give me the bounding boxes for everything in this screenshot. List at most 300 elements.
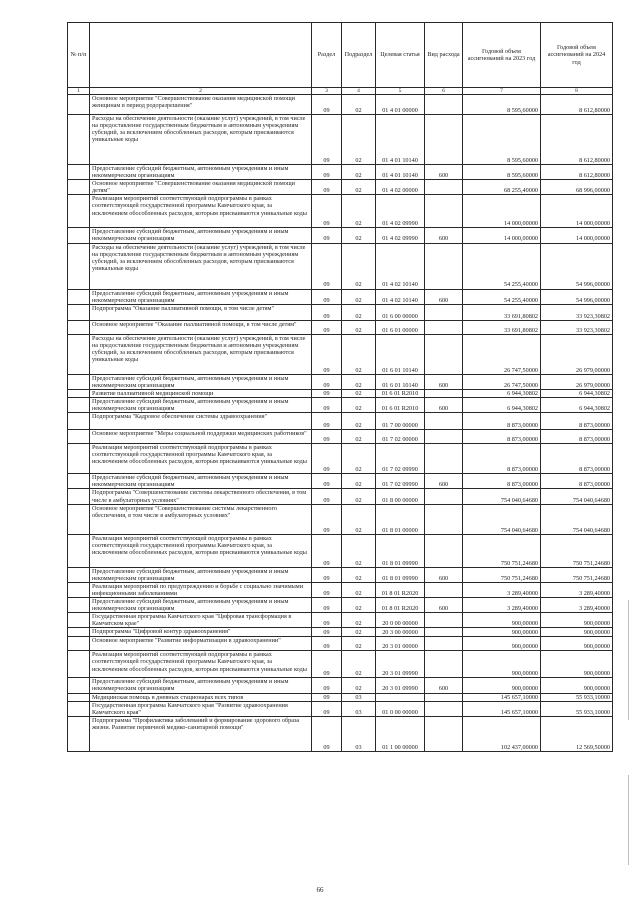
cell-v2023: 900,00000 (463, 613, 541, 628)
cell-num (68, 474, 90, 489)
table-body (68, 95, 613, 752)
cell-num (68, 430, 90, 444)
cell-v2024: 14 000,00000 (541, 228, 613, 243)
cell-v2023: 8 595,60000 (463, 165, 541, 180)
cell-v2024: 3 289,40000 (541, 582, 613, 597)
cell-name: Предоставление субсидий бюджетным, автономным учреждениям и иным некоммерческим организациям (90, 374, 312, 389)
cell-target: 01 6 01 00000 (376, 320, 425, 334)
cell-num (68, 95, 90, 115)
cell-v2024: 750 751,24680 (541, 534, 613, 567)
cell-sec: 09 (312, 115, 342, 165)
cell-sec: 09 (312, 389, 342, 397)
cell-sec: 09 (312, 195, 342, 228)
cell-vr (425, 628, 463, 637)
cell-sub: 02 (342, 165, 376, 180)
table-row (68, 243, 613, 289)
cell-name: Расходы на обеспечение деятельности (оказание услуг) учреждений, в том числе на предоставление государственным бюджетным и автономным учреждениям субсидий, за исключением обособленных расходов, которым присваиваются уникальные коды (90, 243, 312, 289)
cell-sub: 03 (342, 693, 376, 701)
cell-num (68, 320, 90, 334)
cell-sub: 02 (342, 613, 376, 628)
table-row (68, 613, 613, 628)
cell-v2024: 900,00000 (541, 637, 613, 651)
cell-vr: 600 (425, 165, 463, 180)
cell-name: Реализация мероприятий соответствующей подпрограммы в рамках соответствующей государственной программы Камчатского края, за исключением обособленных расходов, которым присваиваются уникальные коды (90, 534, 312, 567)
table-row (68, 195, 613, 228)
cell-sec: 09 (312, 165, 342, 180)
table-row (68, 228, 613, 243)
cell-v2023: 33 691,80802 (463, 304, 541, 320)
cell-v2024: 6 944,30802 (541, 398, 613, 413)
cell-sub: 02 (342, 243, 376, 289)
cell-v2023: 145 657,10000 (463, 701, 541, 716)
cell-v2024: 55 933,10000 (541, 701, 613, 716)
cell-v2024: 900,00000 (541, 651, 613, 678)
cell-num (68, 243, 90, 289)
cell-v2024: 750 751,24680 (541, 567, 613, 582)
page-number: 66 (316, 886, 324, 894)
cell-target: 01 1 00 00000 (376, 716, 425, 751)
cell-num (68, 567, 90, 582)
cell-v2023: 8 873,00000 (463, 430, 541, 444)
cell-v2024: 26 979,00000 (541, 334, 613, 374)
cell-sec: 09 (312, 289, 342, 304)
cell-name: Медицинская помощь в дневных стационарах всех типов (90, 693, 312, 701)
table-row (68, 716, 613, 751)
cell-vr: 600 (425, 567, 463, 582)
cell-target: 01 8 00 00000 (376, 489, 425, 504)
header-subsection: Подраздел (342, 23, 376, 88)
cell-target: 20 3 01 09990 (376, 678, 425, 693)
column-number-row (68, 88, 613, 95)
cell-sub: 02 (342, 289, 376, 304)
cell-sub: 02 (342, 374, 376, 389)
column-number: 2 (90, 88, 312, 95)
cell-num (68, 398, 90, 413)
cell-name: Предоставление субсидий бюджетным, автономным учреждениям и иным некоммерческим организациям (90, 474, 312, 489)
cell-sec: 09 (312, 95, 342, 115)
cell-sec: 09 (312, 413, 342, 430)
cell-target: 01 4 01 00000 (376, 95, 425, 115)
cell-sub: 02 (342, 389, 376, 397)
cell-num (68, 701, 90, 716)
cell-target: 01 8 01 09990 (376, 534, 425, 567)
cell-v2023: 102 437,00000 (463, 716, 541, 751)
cell-num (68, 413, 90, 430)
cell-target: 20 0 00 00000 (376, 613, 425, 628)
cell-sec: 09 (312, 567, 342, 582)
cell-name: Государственная программа Камчатского края "Цифровая трансформация в Камчатском крае" (90, 613, 312, 628)
cell-sec: 09 (312, 628, 342, 637)
cell-target: 01 4 02 10140 (376, 243, 425, 289)
cell-v2024: 68 996,00000 (541, 180, 613, 195)
cell-v2024: 900,00000 (541, 678, 613, 693)
table-row (68, 430, 613, 444)
cell-vr (425, 504, 463, 534)
cell-v2023: 754 040,64680 (463, 489, 541, 504)
cell-v2024: 8 873,00000 (541, 413, 613, 430)
table-row (68, 567, 613, 582)
cell-v2023: 8 873,00000 (463, 413, 541, 430)
cell-v2023: 26 747,50000 (463, 334, 541, 374)
scan-edge-mark (628, 600, 629, 720)
cell-sub: 02 (342, 597, 376, 612)
table-row (68, 637, 613, 651)
cell-sub: 03 (342, 701, 376, 716)
cell-vr (425, 693, 463, 701)
cell-vr (425, 613, 463, 628)
cell-target: 01 7 02 09990 (376, 444, 425, 474)
cell-v2023: 754 040,64680 (463, 504, 541, 534)
cell-vr (425, 444, 463, 474)
cell-v2024: 33 923,30802 (541, 320, 613, 334)
table-row (68, 374, 613, 389)
table-row (68, 504, 613, 534)
cell-name: Подпрограмма "Цифровой контур здравоохранения" (90, 628, 312, 637)
cell-sub: 02 (342, 430, 376, 444)
cell-vr (425, 716, 463, 751)
table-row (68, 651, 613, 678)
cell-v2024: 8 612,80000 (541, 165, 613, 180)
table-row (68, 489, 613, 504)
cell-sub: 03 (342, 716, 376, 751)
cell-sec: 09 (312, 693, 342, 701)
cell-v2023: 145 657,10000 (463, 693, 541, 701)
cell-v2023: 750 751,24680 (463, 567, 541, 582)
table-row (68, 165, 613, 180)
cell-target: 01 6 01 10140 (376, 334, 425, 374)
cell-sec: 09 (312, 597, 342, 612)
cell-name: Основное мероприятие "Совершенствование оказания медицинской помощи женщинам в период родоразрешения" (90, 95, 312, 115)
cell-sec: 09 (312, 374, 342, 389)
cell-target: 01 4 02 09990 (376, 228, 425, 243)
cell-vr (425, 637, 463, 651)
cell-vr (425, 320, 463, 334)
cell-target: 01 8 01 R2020 (376, 597, 425, 612)
table-row (68, 678, 613, 693)
cell-num (68, 613, 90, 628)
cell-sub: 02 (342, 582, 376, 597)
cell-vr (425, 180, 463, 195)
cell-num (68, 504, 90, 534)
cell-target: 20 3 01 00000 (376, 637, 425, 651)
cell-name: Подпрограмма "Совершенствование системы лекарственного обеспечения, в том числе в амбулаторных условиях" (90, 489, 312, 504)
cell-vr: 600 (425, 398, 463, 413)
cell-v2024: 900,00000 (541, 613, 613, 628)
cell-sec: 09 (312, 534, 342, 567)
cell-v2024: 8 873,00000 (541, 430, 613, 444)
cell-num (68, 534, 90, 567)
cell-sec: 09 (312, 582, 342, 597)
table-row (68, 582, 613, 597)
cell-sec: 09 (312, 613, 342, 628)
column-number: 8 (541, 88, 613, 95)
cell-v2024: 754 040,64680 (541, 489, 613, 504)
table-row (68, 693, 613, 701)
cell-num (68, 637, 90, 651)
cell-target: 01 6 01 R2010 (376, 389, 425, 397)
table-row (68, 115, 613, 165)
cell-vr (425, 95, 463, 115)
cell-v2023: 54 255,40000 (463, 289, 541, 304)
cell-vr: 600 (425, 374, 463, 389)
cell-vr (425, 243, 463, 289)
cell-sub: 02 (342, 334, 376, 374)
cell-target: 01 8 01 R2020 (376, 582, 425, 597)
table-row (68, 701, 613, 716)
cell-sec: 09 (312, 320, 342, 334)
cell-vr (425, 115, 463, 165)
header-row (68, 23, 613, 88)
cell-num (68, 115, 90, 165)
cell-num (68, 489, 90, 504)
cell-num (68, 304, 90, 320)
cell-v2023: 750 751,24680 (463, 534, 541, 567)
cell-name: Основное мероприятие "Развитие информатизации в здравоохранении" (90, 637, 312, 651)
cell-sub: 02 (342, 628, 376, 637)
cell-vr (425, 534, 463, 567)
table-row (68, 413, 613, 430)
cell-target: 01 8 01 00000 (376, 504, 425, 534)
cell-sub: 02 (342, 489, 376, 504)
cell-name: Государственная программа Камчатского края "Развитие здравоохранения Камчатского края" (90, 701, 312, 716)
cell-name: Расходы на обеспечение деятельности (оказание услуг) учреждений, в том числе на предоставление государственным бюджетным и автономным учреждениям субсидий, за исключением обособленных расходов, которым присваиваются уникальные коды (90, 334, 312, 374)
cell-vr (425, 489, 463, 504)
cell-vr: 600 (425, 597, 463, 612)
cell-target: 01 7 02 00000 (376, 430, 425, 444)
cell-target: 01 4 02 09990 (376, 195, 425, 228)
table-row (68, 334, 613, 374)
cell-vr: 600 (425, 228, 463, 243)
cell-name: Предоставление субсидий бюджетным, автономным учреждениям и иным некоммерческим организациям (90, 289, 312, 304)
cell-target: 01 4 01 10140 (376, 115, 425, 165)
cell-vr (425, 701, 463, 716)
cell-name: Предоставление субсидий бюджетным, автономным учреждениям и иным некоммерческим организациям (90, 398, 312, 413)
cell-v2024: 754 040,64680 (541, 504, 613, 534)
column-number: 6 (425, 88, 463, 95)
table-row (68, 180, 613, 195)
header-num: № п/п (68, 23, 90, 88)
cell-vr (425, 582, 463, 597)
cell-name: Предоставление субсидий бюджетным, автономным учреждениям и иным некоммерческим организациям (90, 567, 312, 582)
cell-name: Предоставление субсидий бюджетным, автономным учреждениям и иным некоммерческим организациям (90, 597, 312, 612)
cell-v2024: 55 933,10000 (541, 693, 613, 701)
cell-sub: 02 (342, 180, 376, 195)
cell-v2024: 900,00000 (541, 628, 613, 637)
cell-v2024: 12 569,50000 (541, 716, 613, 751)
cell-sec: 09 (312, 430, 342, 444)
cell-target: 01 4 02 10140 (376, 289, 425, 304)
cell-sub: 02 (342, 444, 376, 474)
cell-sec: 09 (312, 398, 342, 413)
table-row (68, 95, 613, 115)
header-section: Раздел (312, 23, 342, 88)
cell-name: Реализация мероприятий соответствующей подпрограммы в рамках соответствующей государственной программы Камчатского края, за исключением обособленных расходов, которым присваиваются уникальные коды (90, 444, 312, 474)
cell-target: 01 7 00 00000 (376, 413, 425, 430)
cell-sec: 09 (312, 334, 342, 374)
cell-sec: 09 (312, 474, 342, 489)
cell-vr (425, 304, 463, 320)
cell-target: 01 4 02 00000 (376, 180, 425, 195)
cell-sec: 09 (312, 651, 342, 678)
cell-sec: 09 (312, 504, 342, 534)
scan-edge-mark (628, 775, 629, 865)
cell-name: Основное мероприятие "Оказание паллиативной помощи, в том числе детям" (90, 320, 312, 334)
cell-target: 01 6 01 10140 (376, 374, 425, 389)
column-number: 5 (376, 88, 425, 95)
table-row (68, 304, 613, 320)
cell-num (68, 289, 90, 304)
cell-sub: 02 (342, 504, 376, 534)
cell-sec: 09 (312, 228, 342, 243)
cell-name: Реализация мероприятий соответствующей подпрограммы в рамках соответствующей государственной программы Камчатского края, за исключением обособленных расходов, которым присваиваются уникальные коды (90, 195, 312, 228)
table-row (68, 534, 613, 567)
table-row (68, 444, 613, 474)
cell-vr: 600 (425, 474, 463, 489)
cell-vr (425, 430, 463, 444)
cell-sub: 02 (342, 195, 376, 228)
cell-v2023: 6 944,30802 (463, 398, 541, 413)
cell-sub: 02 (342, 398, 376, 413)
cell-vr (425, 334, 463, 374)
cell-num (68, 678, 90, 693)
cell-sub: 02 (342, 115, 376, 165)
cell-v2023: 26 747,50000 (463, 374, 541, 389)
cell-target: 20 3 01 09990 (376, 651, 425, 678)
cell-num (68, 334, 90, 374)
table-row (68, 320, 613, 334)
cell-name: Реализация мероприятий соответствующей подпрограммы в рамках соответствующей государственной программы Камчатского края, за исключением обособленных расходов, которым присваиваются уникальные коды (90, 651, 312, 678)
cell-sec: 09 (312, 637, 342, 651)
table-row (68, 398, 613, 413)
cell-name: Предоставление субсидий бюджетным, автономным учреждениям и иным некоммерческим организациям (90, 165, 312, 180)
cell-num (68, 628, 90, 637)
cell-name: Подпрограмма "Оказание паллиативной помощи, в том числе детям" (90, 304, 312, 320)
cell-v2024: 54 996,00000 (541, 243, 613, 289)
cell-v2023: 900,00000 (463, 637, 541, 651)
cell-sub: 02 (342, 534, 376, 567)
cell-sub: 02 (342, 567, 376, 582)
cell-sub: 02 (342, 304, 376, 320)
cell-num (68, 444, 90, 474)
cell-num (68, 180, 90, 195)
cell-v2023: 54 255,40000 (463, 243, 541, 289)
column-number: 1 (68, 88, 90, 95)
cell-v2024: 33 923,30802 (541, 304, 613, 320)
cell-v2023: 14 000,00000 (463, 195, 541, 228)
cell-name: Основное мероприятие "Совершенствование оказания медицинской помощи детям" (90, 180, 312, 195)
table-row (68, 289, 613, 304)
cell-v2023: 6 944,30802 (463, 389, 541, 397)
cell-sub: 02 (342, 678, 376, 693)
cell-v2024: 6 944,30802 (541, 389, 613, 397)
cell-num (68, 582, 90, 597)
cell-sec: 09 (312, 701, 342, 716)
cell-num (68, 228, 90, 243)
cell-sub: 02 (342, 474, 376, 489)
cell-v2023: 3 289,40000 (463, 597, 541, 612)
cell-num (68, 651, 90, 678)
cell-name: Предоставление субсидий бюджетным, автономным учреждениям и иным некоммерческим организациям (90, 228, 312, 243)
cell-v2024: 8 612,80000 (541, 95, 613, 115)
header-volume-2023: Годовой объем ассигнований на 2023 год (463, 23, 541, 88)
cell-sec: 09 (312, 489, 342, 504)
cell-sec: 09 (312, 716, 342, 751)
cell-v2023: 8 873,00000 (463, 474, 541, 489)
cell-vr (425, 389, 463, 397)
column-number: 3 (312, 88, 342, 95)
cell-sub: 02 (342, 413, 376, 430)
cell-v2024: 8 612,80000 (541, 115, 613, 165)
cell-sub: 02 (342, 228, 376, 243)
cell-name: Расходы на обеспечение деятельности (оказание услуг) учреждений, в том числе на предоставление государственным бюджетным и автономным учреждениям субсидий, за исключением обособленных расходов, которым присваиваются уникальные коды (90, 115, 312, 165)
table-row (68, 474, 613, 489)
cell-name: Предоставление субсидий бюджетным, автономным учреждениям и иным некоммерческим организациям (90, 678, 312, 693)
cell-v2024: 14 000,00000 (541, 195, 613, 228)
cell-num (68, 716, 90, 751)
cell-sub: 02 (342, 320, 376, 334)
cell-target: 01 6 00 00000 (376, 304, 425, 320)
cell-target: 01 7 02 09990 (376, 474, 425, 489)
cell-sec: 09 (312, 243, 342, 289)
header-target-article: Целевая статья (376, 23, 425, 88)
cell-vr (425, 651, 463, 678)
cell-target: 01 0 00 00000 (376, 701, 425, 716)
cell-sub: 02 (342, 637, 376, 651)
table-row (68, 597, 613, 612)
cell-name: Основное мероприятие "Меры социальной поддержки медицинских работников" (90, 430, 312, 444)
cell-num (68, 389, 90, 397)
header-expense-type: Вид расхода (425, 23, 463, 88)
cell-vr (425, 413, 463, 430)
cell-v2024: 8 873,00000 (541, 474, 613, 489)
cell-v2024: 8 873,00000 (541, 444, 613, 474)
cell-v2023: 14 000,00000 (463, 228, 541, 243)
cell-sec: 09 (312, 444, 342, 474)
cell-target: 20 3 00 00000 (376, 628, 425, 637)
cell-target: 01 8 01 09990 (376, 567, 425, 582)
cell-v2023: 68 255,40000 (463, 180, 541, 195)
cell-v2023: 8 873,00000 (463, 444, 541, 474)
cell-v2023: 3 289,40000 (463, 582, 541, 597)
cell-vr (425, 195, 463, 228)
cell-name: Основное мероприятие "Совершенствование системы лекарственного обеспечения, в том числе в амбулаторных условиях" (90, 504, 312, 534)
cell-target: 01 6 01 R2010 (376, 398, 425, 413)
cell-num (68, 693, 90, 701)
cell-v2024: 54 996,00000 (541, 289, 613, 304)
cell-name: Подпрограмма "Профилактика заболеваний и формирование здорового образа жизни. Развитие первичной медико-санитарной помощи" (90, 716, 312, 751)
cell-target (376, 693, 425, 701)
cell-vr: 600 (425, 678, 463, 693)
cell-v2023: 900,00000 (463, 628, 541, 637)
table-row (68, 628, 613, 637)
cell-num (68, 597, 90, 612)
cell-sub: 02 (342, 95, 376, 115)
cell-sec: 09 (312, 304, 342, 320)
cell-num (68, 165, 90, 180)
table-row (68, 389, 613, 397)
cell-num (68, 195, 90, 228)
cell-vr: 600 (425, 289, 463, 304)
column-number: 7 (463, 88, 541, 95)
cell-v2023: 8 595,60000 (463, 95, 541, 115)
header-name (90, 23, 312, 88)
cell-v2024: 3 289,40000 (541, 597, 613, 612)
column-number: 4 (342, 88, 376, 95)
cell-sec: 09 (312, 180, 342, 195)
cell-num (68, 374, 90, 389)
cell-v2023: 900,00000 (463, 678, 541, 693)
cell-v2024: 26 979,00000 (541, 374, 613, 389)
